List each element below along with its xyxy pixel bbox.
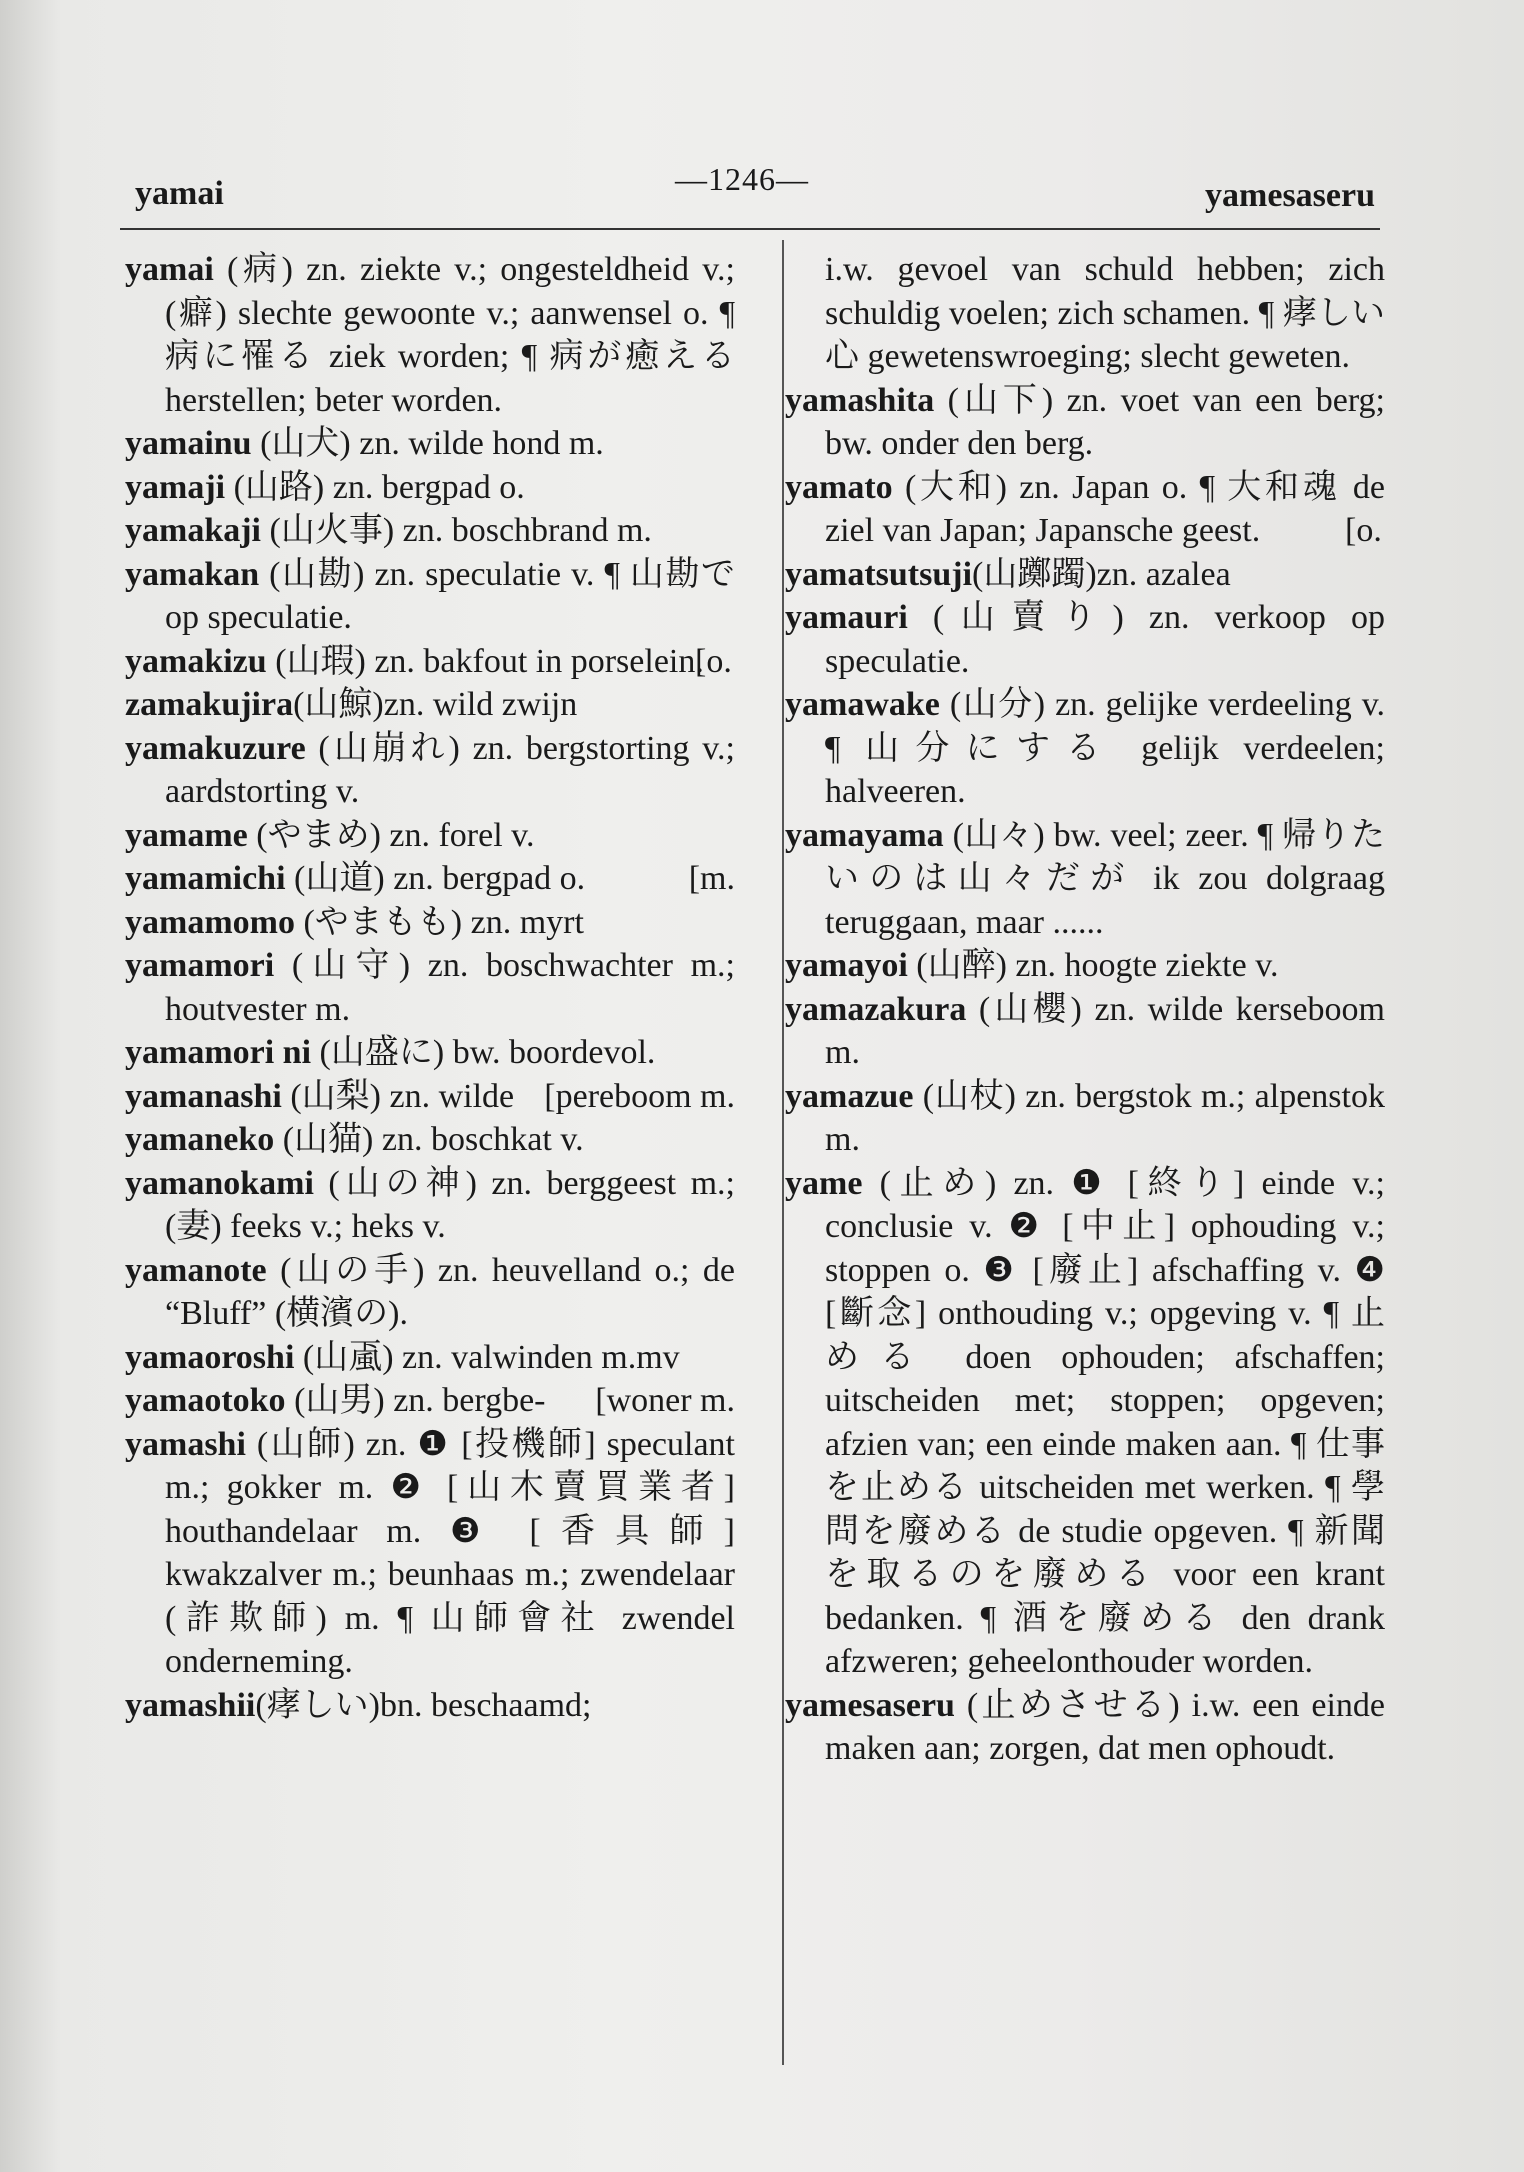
- entry-headword: yamamori: [125, 947, 275, 984]
- entry-headword: yamawake: [785, 686, 940, 723]
- dictionary-entry: [125, 683, 735, 727]
- entry-definition: (山崩れ) zn. bergstorting v.; aardstorting v.: [165, 729, 735, 810]
- dictionary-entry: [125, 814, 735, 858]
- entry-definition: (山道) zn. bergpad o.: [285, 860, 586, 897]
- page-header: [135, 155, 1375, 214]
- entry-definition: (山分) zn. gelijke verdeeling v. ¶ 山分にする gelijk verdeelen; halveeren.: [825, 686, 1385, 810]
- column-divider: [782, 240, 784, 2065]
- entry-headword: yamesaseru: [785, 1686, 955, 1724]
- dictionary-entry: [785, 1162, 1385, 1684]
- entry-definition: (山醉) zn. hoogte ziekte v.: [907, 947, 1279, 984]
- entry-definition: (山盛に) bw. boordevol.: [311, 1034, 656, 1071]
- entry-definition: (山猫) zn. boschkat v.: [274, 1121, 584, 1158]
- dictionary-entry: [125, 466, 735, 510]
- entry-definition: (山守) zn. boschwachter m.; houtvester m.: [165, 947, 735, 1028]
- continuation-note: [pereboom m.: [544, 1077, 735, 1115]
- entry-headword: yame: [785, 1164, 863, 1202]
- entry-definition: (山男) zn. bergbe-: [285, 1382, 546, 1419]
- dictionary-entry: [785, 596, 1385, 683]
- entry-headword: zamakujira: [125, 686, 294, 723]
- entry-definition: (山鯨)zn. wild zwijn: [293, 686, 578, 723]
- page-number: —1246—: [675, 161, 809, 197]
- entry-definition: (山梨) zn. wilde: [281, 1077, 515, 1115]
- running-head-left: yamai: [135, 175, 224, 212]
- entry-headword: yamakuzure: [125, 729, 306, 767]
- right-column: [785, 248, 1385, 1771]
- entry-headword: yamai: [125, 251, 214, 288]
- dictionary-entry: [125, 1118, 735, 1162]
- dictionary-entry: [125, 248, 735, 422]
- entry-definition: (山の手) zn. heuvelland o.; de “Bluff” (横濱の).: [165, 1251, 735, 1332]
- entry-headword: yamaji: [125, 468, 226, 506]
- entry-definition: (痚しい)bn. beschaamd;: [255, 1686, 592, 1724]
- entry-headword: yamakizu: [125, 642, 267, 680]
- dictionary-entry: [125, 857, 735, 901]
- entry-headword: yamaotoko: [125, 1382, 286, 1419]
- dictionary-entry: [125, 901, 735, 945]
- entry-headword: yamaoroshi: [125, 1338, 295, 1376]
- dictionary-entry: [125, 553, 735, 640]
- dictionary-entry: [125, 944, 735, 1031]
- entry-definition: (山々) bw. veel; zeer. ¶ 帰りたいのは山々だが ik zou dolgraag teruggaan, maar ......: [825, 816, 1385, 941]
- entry-definition: (やまめ) zn. forel v.: [247, 816, 535, 854]
- entry-headword: yamashi: [125, 1425, 246, 1463]
- dictionary-entry: [785, 944, 1385, 988]
- continuation-note: [woner m.: [595, 1382, 735, 1419]
- entry-definition: (山火事) zn. boschbrand m.: [261, 512, 652, 549]
- dictionary-entry: [125, 1423, 735, 1684]
- dictionary-entry: [785, 988, 1385, 1075]
- dictionary-entry: yamakizu (山瑕) zn. bakfout in porselein. [o.: [125, 642, 732, 680]
- entry-headword: yamashii: [125, 1686, 256, 1724]
- entry-headword: yamainu: [125, 425, 252, 462]
- entry-definition: (山勘) zn. speculatie v. ¶ 山勘で op speculatie.: [165, 555, 735, 636]
- dictionary-entry: [785, 553, 1385, 597]
- dictionary-entry: [785, 1075, 1385, 1162]
- entry-headword: yamato: [785, 468, 893, 506]
- header-rule: [120, 228, 1380, 230]
- entry-definition: (山路) zn. bergpad o.: [225, 468, 525, 506]
- continuation-note: [m.: [688, 860, 735, 897]
- dictionary-entry: [785, 683, 1385, 814]
- entry-definition: (病) zn. ziekte v.; ongesteldheid v.; (癖) slechte gewoonte v.; aanwensel o. ¶ 病に罹る ziek worden; ¶ 病が癒える herstellen; beter worden.: [165, 251, 735, 419]
- entry-headword: yamakan: [125, 555, 260, 593]
- running-head-right: yamesaseru: [1205, 177, 1375, 214]
- entry-definition: i.w. gevoel van schuld hebben; zich schuldig voelen; zich schamen. ¶ 痚しい心 gewetenswroeging; slecht geweten.: [825, 251, 1385, 375]
- entry-headword: yamamomo: [125, 903, 295, 941]
- entry-headword: yamaneko: [125, 1121, 275, 1158]
- entry-headword: yamanokami: [125, 1164, 314, 1202]
- entry-definition: (山師) zn. ❶ [投機師] speculant m.; gokker m. ❷ [山木賣買業者] houthandelaar m. ❸ [香具師] kwakzalver m.; beunhaas m.; zwendelaar (詐欺師) m. ¶ 山師會社 zwendel onderneming.: [165, 1425, 735, 1680]
- entry-definition: (止め) zn. ❶ [終り] einde v.; conclusie v. ❷ [中止] ophouding v.; stoppen o. ❸ [廢止] afschaffing v. ❹ [斷念] onthouding v.; opgeving v. ¶ 止める doen ophouden; afschaffen; uitscheiden met; stoppen; opgeven; afzien van; een einde maken aan. ¶ 仕事を止める uitscheiden met werken. ¶ 學問を廢める de studie opgeven. ¶ 新聞を取るのを廢める voor een krant bedanken. ¶ 酒を廢める den drank afzweren; geheelonthouder worden.: [825, 1164, 1385, 1680]
- dictionary-entry: [125, 1249, 735, 1336]
- entry-definition: (山躑躅)zn. azalea: [972, 555, 1231, 593]
- dictionary-entry: [125, 1684, 735, 1728]
- entry-headword: yamayoi: [785, 947, 908, 984]
- dictionary-entry: [785, 248, 1385, 379]
- entry-definition: (山犬) zn. wilde hond m.: [251, 425, 604, 462]
- entry-headword: yamamori ni: [125, 1034, 312, 1071]
- entry-headword: yamatsutsuji: [785, 555, 973, 593]
- entry-definition: (山の神) zn. berggeest m.; (妻) feeks v.; heks v.: [165, 1164, 735, 1245]
- dictionary-entry: [785, 379, 1385, 466]
- entry-definition: (山櫻) zn. wilde kerseboom m.: [825, 990, 1385, 1071]
- dictionary-entry: [125, 509, 735, 553]
- entry-definition: (山賣り) zn. verkoop op speculatie.: [825, 599, 1385, 680]
- entry-headword: yamanashi: [125, 1077, 282, 1115]
- dictionary-entry: yamato (大和) zn. Japan o. ¶ 大和魂 de ziel van Japan; Japansche geest. [o.: [785, 468, 1385, 549]
- entry-headword: yamazakura: [785, 990, 967, 1028]
- entry-definition: (大和) zn. Japan o. ¶ 大和魂 de ziel van Japan; Japansche geest.: [825, 468, 1385, 549]
- dictionary-entry: [785, 814, 1385, 945]
- entry-headword: yamame: [125, 816, 248, 854]
- entry-definition: (止めさせる) i.w. een einde maken aan; zorgen, dat men ophoudt.: [825, 1686, 1385, 1767]
- dictionary-entry: [125, 727, 735, 814]
- dictionary-entry: [785, 1684, 1385, 1771]
- entry-headword: yamamichi: [125, 860, 286, 897]
- entry-headword: yamashita: [785, 381, 935, 419]
- entry-headword: yamakaji: [125, 512, 261, 549]
- entry-definition: (山杖) zn. bergstok m.; alpenstok m.: [825, 1077, 1385, 1158]
- dictionary-entry: [125, 1162, 735, 1249]
- entry-definition: (やまもも) zn. myrt: [294, 903, 584, 941]
- dictionary-entry: [125, 422, 735, 466]
- entry-headword: yamazue: [785, 1077, 914, 1115]
- entry-definition: (山颪) zn. valwinden m.mv: [294, 1338, 680, 1376]
- entry-headword: yamauri: [785, 599, 908, 636]
- entry-headword: yamayama: [785, 816, 944, 854]
- left-column: [125, 248, 735, 1727]
- entry-definition: (山下) zn. voet van een berg; bw. onder den berg.: [825, 381, 1385, 462]
- entry-definition: (山瑕) zn. bakfout in porselein.: [266, 642, 704, 680]
- entry-headword: yamanote: [125, 1251, 267, 1289]
